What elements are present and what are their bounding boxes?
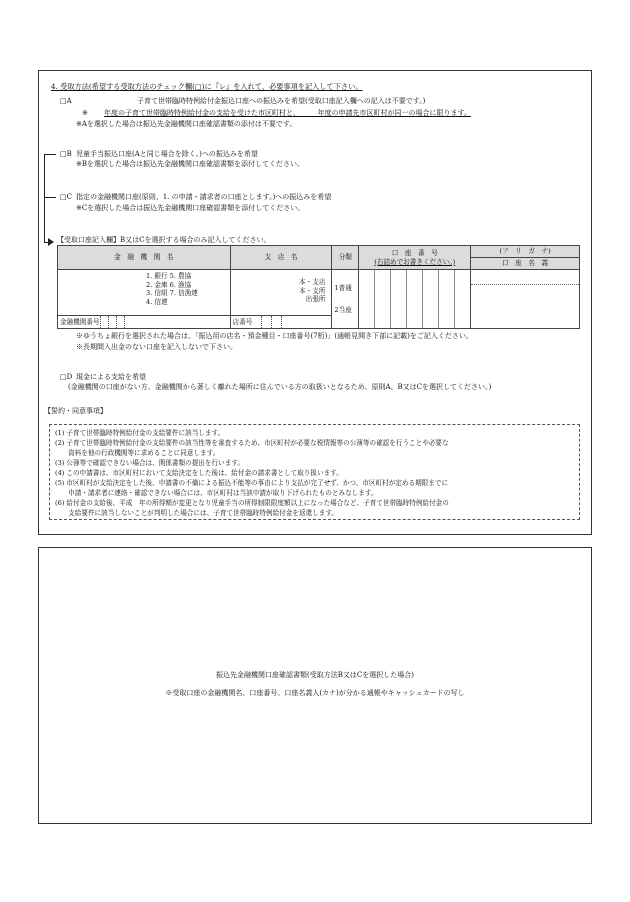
oath-item: (2) 子育て世帯臨時特例給付金の支給要件の該当性等を審査するため、市区町村が必要な税情報等の公簿等の確認を行うことや必要な <box>55 439 449 447</box>
bank-code-box[interactable] <box>100 316 125 328</box>
bank-code-label: 金融機関番号 <box>60 318 100 326</box>
attachment-box[interactable] <box>38 547 592 824</box>
yucho-note: ※ゆうちょ銀行を選択された場合は、「振込用の店名・預金種目・口座番号(7桁)」(通帳見開き下部に記載)をご記入ください。 <box>76 332 473 340</box>
oath-item: 申請・請求者に連絡・確認できない場合には、市区町村は当該申請が取り下げられたものとみなします。 <box>55 489 378 497</box>
option-b-note: ※Bを選択した場合は振込先金融機関口座確認書類を添付してください。 <box>76 160 305 168</box>
bank-type-2: 2. 金庫 6. 漁協 <box>146 280 192 289</box>
branch-code-divider <box>281 316 282 328</box>
header-account-type: 分類 <box>332 246 359 270</box>
account-number-cell[interactable] <box>359 270 471 329</box>
bracket-tick-b <box>44 154 56 155</box>
header-account-number <box>359 246 471 270</box>
option-a-note-mark: ※ <box>82 109 88 117</box>
holder-label: 口 座 名 義 <box>502 259 549 267</box>
bank-code-divider <box>124 316 125 328</box>
bank-name-cell[interactable] <box>58 270 231 329</box>
longterm-note: ※長期間入出金のない口座を記入しないで下さい。 <box>76 343 237 351</box>
oath-item: (4) この申請書は、市区町村において支給決定をした後は、給付金の請求書として取り扱います。 <box>55 469 343 477</box>
option-b-text: 児童手当振込口座(Aと同じ場合を除く。)への振込みを希望 <box>76 150 258 158</box>
bracket-tick-c <box>44 197 56 198</box>
bank-type-3: 3. 信組 7. 信漁連 <box>146 289 198 298</box>
option-a-condition: 年度の子育て世帯臨時特例給付金の支給を受けた市区町村と、 年度の申請先市区町村が同一の場合に限ります。 <box>104 109 471 117</box>
branch-type-3: 出張所 <box>305 295 326 304</box>
option-a-text: 子育て世帯臨時特例給付金振込口座への振込みを希望(受取口座記入欄への記入は不要です。) <box>137 97 426 105</box>
arrow-icon <box>48 238 54 246</box>
option-d-note: (金融機関の口座がない方、金融機関から著しく離れた場所に住んでいる方の取扱いとなるため、原則A、B又はCを選択してください。) <box>68 383 492 391</box>
bank-code-divider <box>108 316 109 328</box>
account-type-ordinary: 1普通 <box>334 284 352 292</box>
branch-code-divider <box>271 316 272 328</box>
oath-item: (3) 公簿等で確認できない場合は、関係書類の提出を行います。 <box>55 459 244 467</box>
oath-box <box>49 424 580 520</box>
attachment-note: ※受取口座の金融機関名、口座番号、口座名義人(カナ)が分かる通帳やキャッシュカードの写し <box>165 689 465 697</box>
option-d-checkbox[interactable]: □D <box>60 373 73 381</box>
bank-code-row <box>58 315 230 328</box>
bank-type-list <box>146 272 198 306</box>
bank-type-4: 4. 信連 <box>146 297 168 306</box>
holder-cell[interactable] <box>471 270 580 329</box>
account-table <box>57 245 580 329</box>
bank-code-divider <box>116 316 117 328</box>
header-branch-name: 支 店 名 <box>230 246 332 270</box>
attachment-title: 振込先金融機関口座確認書類(受取方法B又はCを選択した場合) <box>216 671 414 679</box>
option-d-text: 現金による支給を希望 <box>76 373 146 381</box>
oath-item: (5) 市区町村が支給決定をした後、申請書の不備による振込不能等の事由により支払が完了せず、かつ、市区町村が定める期限までに <box>55 479 449 487</box>
oath-item: 支給要件に該当しないことが判明した場合には、子育て世帯臨時特例給付金を返還します。 <box>55 509 339 517</box>
option-b-checkbox[interactable]: □B <box>60 150 72 158</box>
branch-type-list <box>299 278 325 304</box>
option-a-checkbox[interactable]: □A <box>60 97 72 105</box>
option-a-attachment-note: ※Aを選択した場合は振込先金融機関口座確認書類の添付は不要です。 <box>76 120 297 128</box>
oath-title: 【誓約・同意事項】 <box>44 407 107 415</box>
account-type-cell[interactable] <box>332 270 359 329</box>
branch-code-row <box>231 315 332 328</box>
furigana-line <box>471 284 579 285</box>
branch-name-cell[interactable] <box>230 270 332 329</box>
section4-title: 4. 受取方法(希望する受取方法のチェック欄(□)に『レ』を入れて、必要事項を記入して下さい。 <box>51 82 363 91</box>
bracket-line <box>44 154 45 242</box>
account-number-boxes <box>359 270 470 328</box>
branch-code-label: 店番号 <box>232 318 253 326</box>
header-bank-name: 金 融 機 関 名 <box>58 246 231 270</box>
option-c-checkbox[interactable]: □C <box>60 193 72 201</box>
option-c-text: 指定の金融機関口座(原則、1. の申請・請求者の口座とします。)への振込みを希望 <box>76 193 332 201</box>
branch-code-box[interactable] <box>261 316 262 328</box>
header-holder <box>471 246 580 270</box>
oath-item: (1) 子育て世帯臨時特例給付金の支給要件に該当します。 <box>55 429 225 437</box>
oath-item: 資料を他の行政機関等に求めることに同意します。 <box>55 449 220 457</box>
branch-type-1: 本・支店 <box>299 278 326 286</box>
account-entry-title: 【受取口座記入欄】B又はCを選択する場合のみ記入してください。 <box>57 236 271 244</box>
oath-item: (6) 給付金の支給後、平成 年の所得額が変更となり児童手当の所得制限限度額以上になった場合など、子育て世帯臨時特例給付金の <box>55 499 449 507</box>
furigana-label: (フ リ ガ ナ) <box>471 246 579 258</box>
account-number-label: 口 座 番 号 <box>391 248 438 257</box>
option-c-note: ※Cを選択した場合は振込先金融機関口座確認書類を添付してください。 <box>76 204 305 212</box>
account-type-current: 2当座 <box>334 306 352 314</box>
branch-type-2: 本・支所 <box>299 286 326 295</box>
bank-type-1: 1. 銀行 5. 農協 <box>146 272 192 280</box>
account-number-sub: (右詰めでお書きください。) <box>374 257 456 266</box>
